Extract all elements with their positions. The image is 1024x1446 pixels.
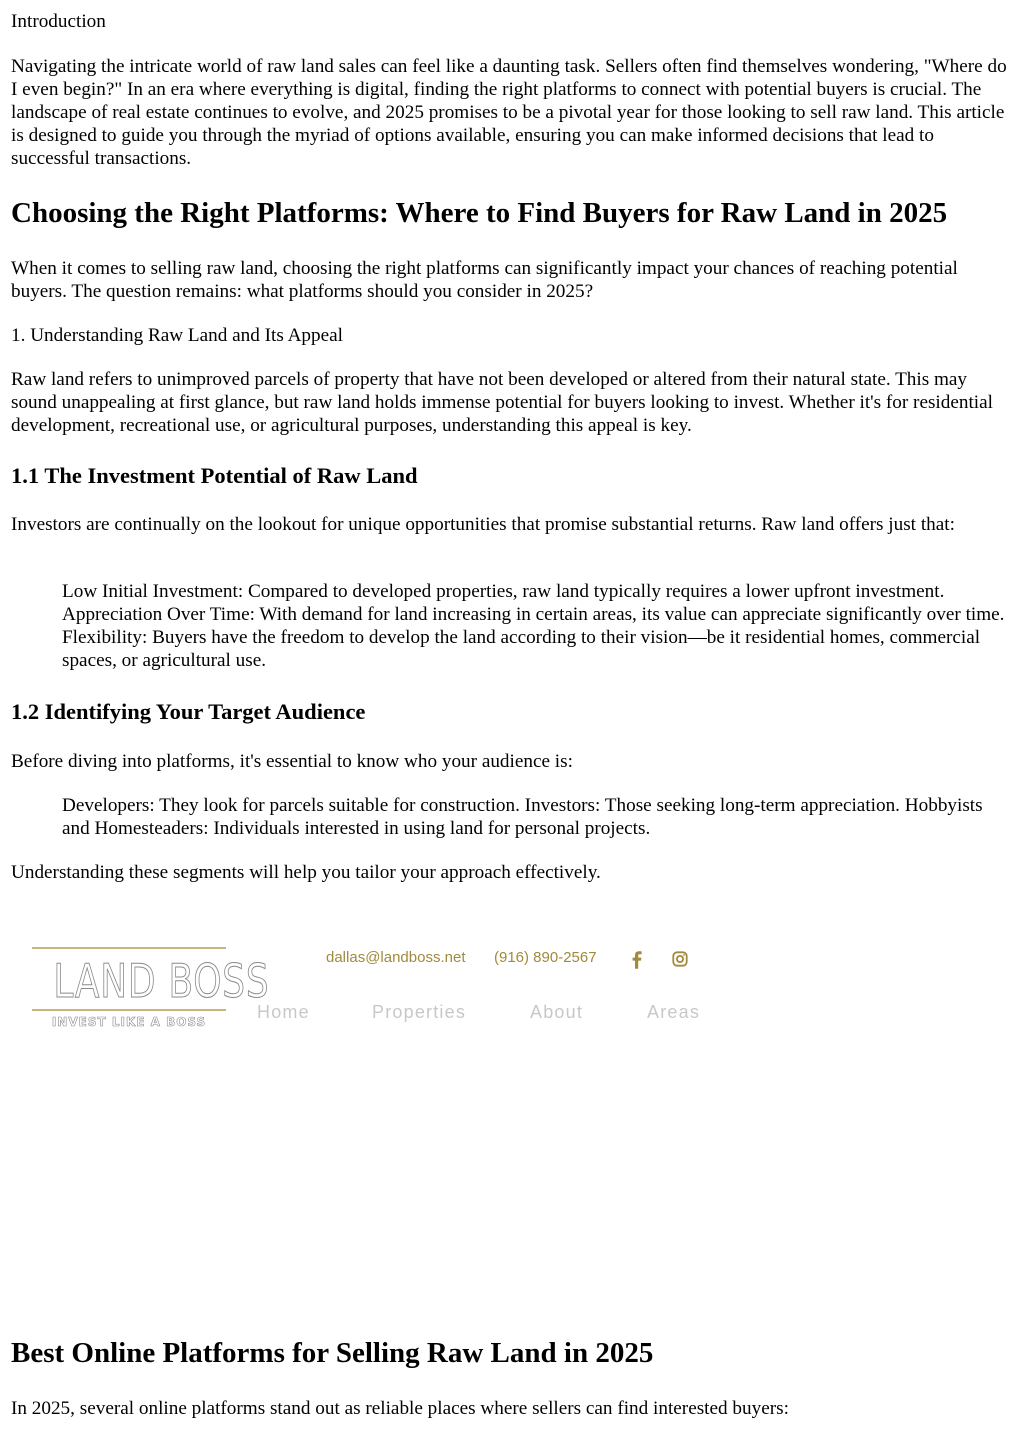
logo-tagline: INVEST LIKE A BOSS [51, 1015, 207, 1029]
email-link[interactable]: dallas@landboss.net [326, 949, 466, 966]
heading-target-audience: 1.2 Identifying Your Target Audience [11, 699, 366, 724]
phone-link[interactable]: (916) 890-2567 [494, 949, 597, 966]
intro-paragraph: Navigating the intricate world of raw land sales can feel like a daunting task. Sellers often find themselves wondering, "Where do I even begin?" In an era where everything is digital, finding the right platforms to connect with potential buyers is crucial. The landscape of real estate continues to evolve, and 2025 promises to be a pivotal year for those looking to sell raw land. This article is designed to guide you through the myriad of options available, ensuring you can make informed decisions that lead to successful transactions. [11, 56, 1007, 169]
platforms-paragraph: When it comes to selling raw land, choosing the right platforms can significantly impact your chances of reaching potential buyers. The question remains: what platforms should you consider in 2025? [11, 258, 958, 302]
nav-about[interactable]: About [530, 1002, 584, 1022]
heading-online-platforms: Best Online Platforms for Selling Raw Land in 2025 [11, 1337, 654, 1369]
logo-wordmark: LAND BOSS [53, 954, 270, 1008]
nav-areas[interactable]: Areas [647, 1002, 701, 1022]
instagram-icon[interactable] [672, 951, 688, 969]
nav-properties[interactable]: Properties [372, 1002, 467, 1022]
logo-bottom-line [32, 1009, 226, 1011]
heading-investment-potential: 1.1 The Investment Potential of Raw Land [11, 463, 418, 488]
segments-paragraph: Understanding these segments will help you tailor your approach effectively. [11, 862, 601, 883]
investment-list: Low Initial Investment: Compared to developed properties, raw land typically requires a lower upfront investment. Appreciation Over Time: With demand for land increasing in certain areas, its value can appreciate significantly over time. Flexibility: Buyers have the freedom to develop the land according to their vision—be it residential homes, commercial spaces, or agricultural use. [62, 581, 1005, 671]
facebook-icon[interactable] [631, 951, 647, 969]
heading-choosing-platforms: Choosing the Right Platforms: Where to Find Buyers for Raw Land in 2025 [11, 197, 948, 229]
audience-list: Developers: They look for parcels suitable for construction. Investors: Those seeking long-term appreciation. Hobbyists and Homesteaders: Individuals interested in using land for personal projects. [62, 795, 983, 839]
investment-paragraph: Investors are continually on the lookout for unique opportunities that promise substantial returns. Raw land offers just that: [11, 514, 955, 535]
nav-home[interactable]: Home [257, 1002, 310, 1022]
section-1-label: 1. Understanding Raw Land and Its Appeal [11, 325, 343, 346]
site-header [0, 930, 1024, 1050]
section-1-paragraph: Raw land refers to unimproved parcels of property that have not been developed or altered from their natural state. This may sound unappealing at first glance, but raw land holds immense potential for buyers looking to invest. Whether it's for residential development, recreational use, or agricultural purposes, understanding this appeal is key. [11, 369, 993, 436]
audience-paragraph: Before diving into platforms, it's essential to know who your audience is: [11, 751, 573, 772]
online-paragraph: In 2025, several online platforms stand out as reliable places where sellers can find interested buyers: [11, 1398, 789, 1419]
intro-label: Introduction [11, 11, 106, 32]
logo-top-line [32, 947, 226, 949]
logo[interactable] [32, 947, 270, 1035]
